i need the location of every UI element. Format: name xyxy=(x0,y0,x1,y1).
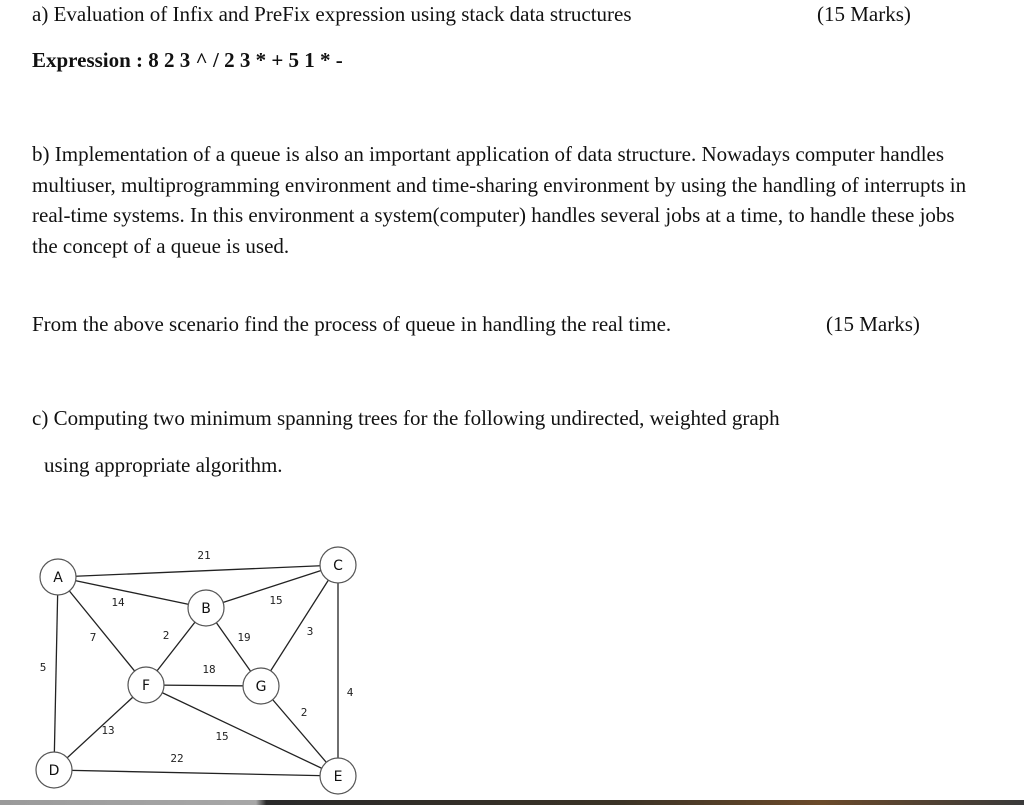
edge-c-g xyxy=(261,565,338,686)
node-label-d: D xyxy=(48,763,60,779)
part-a-title: a) Evaluation of Infix and PreFix expression using stack data structures xyxy=(32,2,632,26)
node-a xyxy=(40,559,76,595)
edge-d-e xyxy=(54,770,338,776)
edge-a-c xyxy=(58,565,338,577)
edge-weight-b-c: 15 xyxy=(269,594,283,607)
node-d xyxy=(36,752,72,788)
node-label-a: A xyxy=(53,570,63,586)
graph-nodes xyxy=(36,547,356,794)
node-label-g: G xyxy=(255,679,267,695)
edge-weight-f-g: 18 xyxy=(202,663,216,676)
node-label-b: B xyxy=(201,601,211,617)
part-b-question: From the above scenario find the process of queue in handling the real time. xyxy=(32,312,672,336)
node-label-e: E xyxy=(333,769,343,785)
part-b-marks: (15 Marks) xyxy=(826,312,920,336)
part-a-expression: Expression : 8 2 3 ^ / 2 3 * + 5 1 * - xyxy=(32,48,343,72)
edge-weight-g-e: 2 xyxy=(300,706,308,719)
node-f xyxy=(128,667,164,703)
bottom-edge-strip xyxy=(0,800,1024,805)
node-label-f: F xyxy=(141,678,151,694)
weighted-graph-diagram xyxy=(0,530,420,800)
edge-weight-c-e: 4 xyxy=(346,686,354,699)
node-c xyxy=(320,547,356,583)
node-b xyxy=(188,590,224,626)
edge-weight-d-e: 22 xyxy=(170,752,184,765)
edge-weight-b-f: 2 xyxy=(162,629,170,642)
edge-weight-b-g: 19 xyxy=(237,631,251,644)
part-c-line-1: c) Computing two minimum spanning trees for the following undirected, weighted graph xyxy=(32,406,780,430)
part-c-line-2: using appropriate algorithm. xyxy=(44,453,283,477)
part-b-paragraph: b) Implementation of a queue is also an important application of data structure. Nowadays computer handles multiuser, multiprogramming environment and time-sharing environment by using the handling of interrupts in real-time systems. In this environment a system(computer) handles several jobs at a time, to handle these jobs the concept of a queue is used. xyxy=(32,142,967,258)
edge-weight-f-e: 15 xyxy=(215,730,229,743)
graph-edge-weights xyxy=(40,549,354,765)
edge-a-d xyxy=(54,577,58,770)
edge-weight-c-g: 3 xyxy=(306,625,314,638)
node-g xyxy=(243,668,279,704)
node-e xyxy=(320,758,356,794)
node-label-c: C xyxy=(333,558,343,574)
edge-weight-a-d: 5 xyxy=(39,661,47,674)
edge-f-d xyxy=(54,685,146,770)
edge-weight-a-b: 14 xyxy=(111,596,125,609)
edge-weight-a-c: 21 xyxy=(197,549,211,562)
edge-weight-a-f: 7 xyxy=(89,631,97,644)
edge-weight-f-d: 13 xyxy=(101,724,115,737)
part-a-marks: (15 Marks) xyxy=(817,2,911,26)
